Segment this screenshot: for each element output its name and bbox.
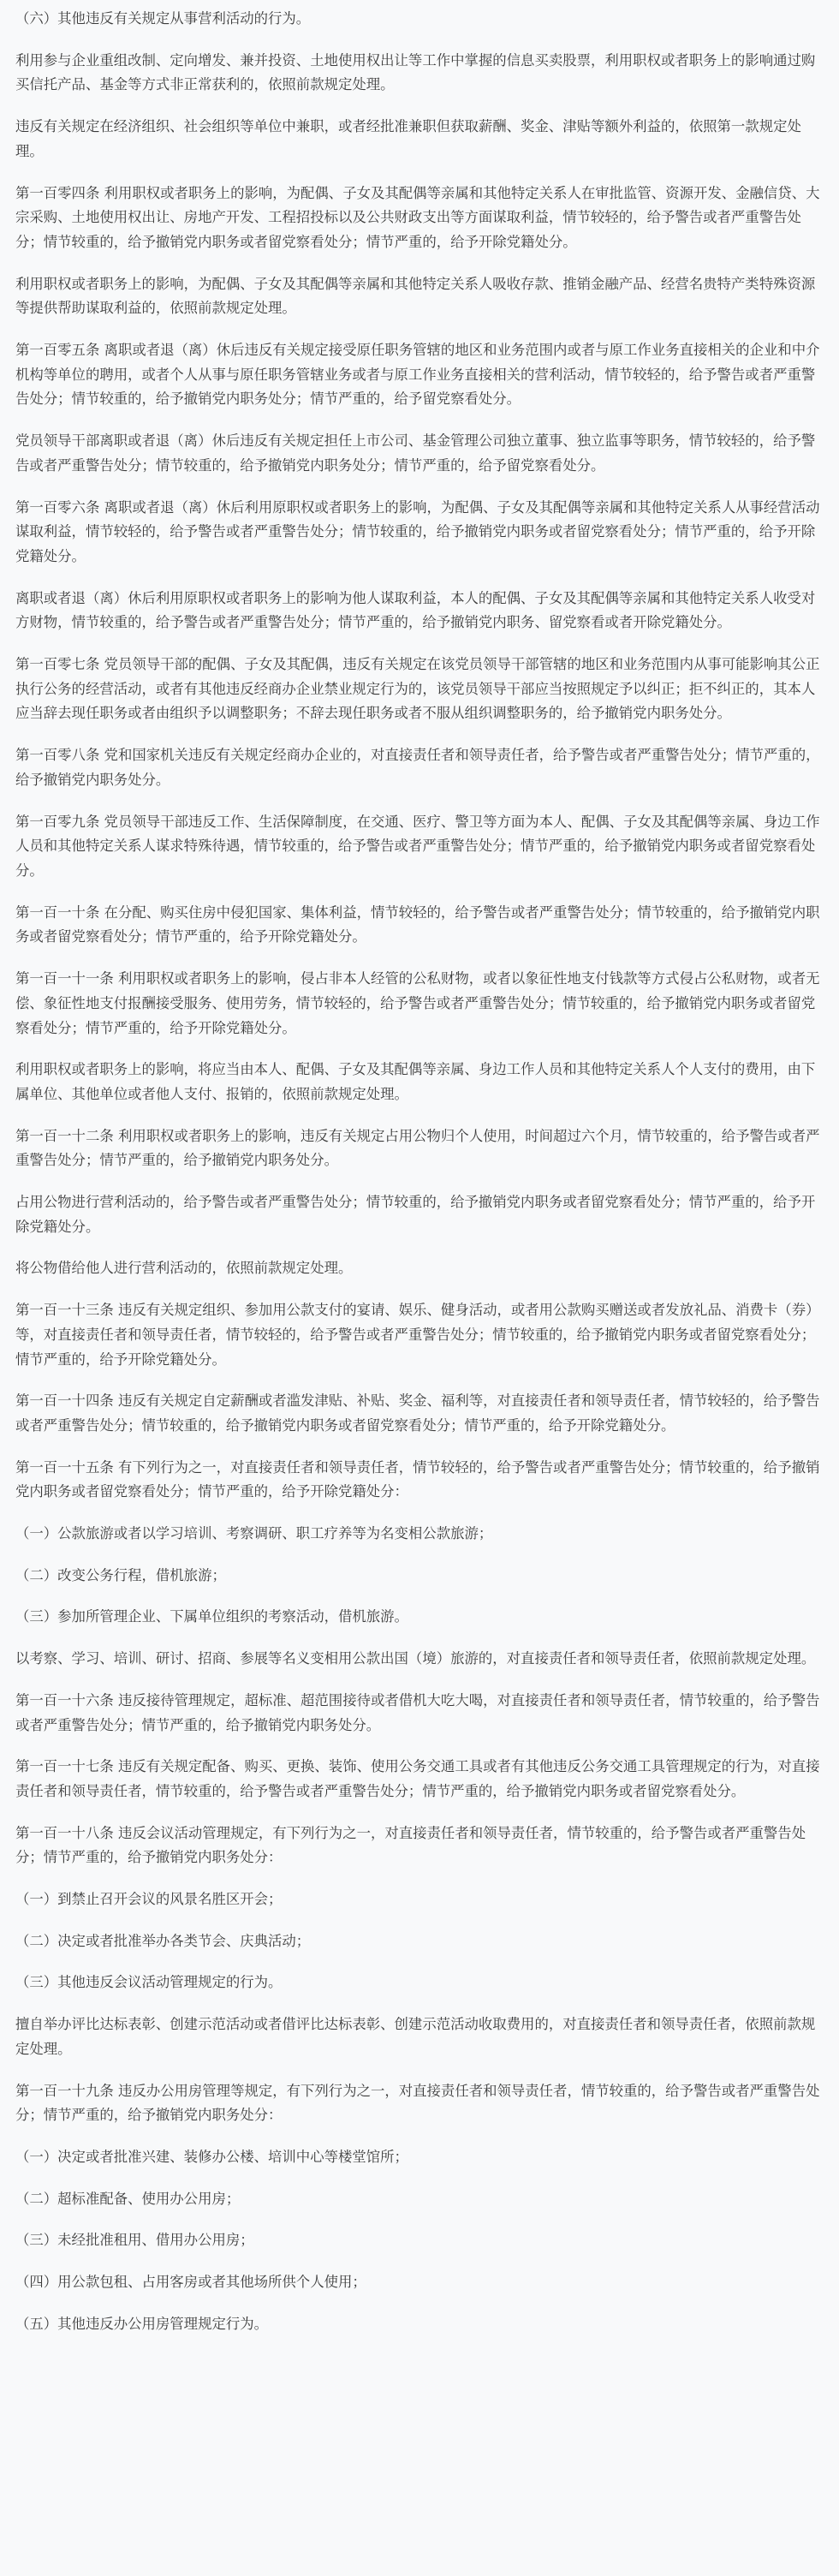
article-119: 第一百一十九条 违反办公用房管理等规定，有下列行为之一，对直接责任者和领导责任者，情节较重的，给予警告或者严重警告处分；情节严重的，给予撤销党内职务处分： bbox=[15, 2082, 820, 2124]
list-item: （三）未经批准租用、借用办公用房； bbox=[15, 2232, 254, 2249]
list-item: （二）改变公务行程，借机旅游； bbox=[15, 1566, 226, 1583]
article-108: 第一百零八条 党和国家机关违反有关规定经商办企业的，对直接责任者和领导责任者，给予警告或者严重警告处分；情节严重的，给予撤销党内职务处分。 bbox=[15, 747, 820, 788]
paragraph: 利用参与企业重组改制、定向增发、兼并投资、土地使用权出让等工作中掌握的信息买卖股票，利用职权或者职务上的影响通过购买信托产品、基金等方式非正常获利的，依照前款规定处理。 bbox=[15, 51, 816, 93]
article-116: 第一百一十六条 违反接待管理规定，超标准、超范围接待或者借机大吃大喝，对直接责任者和领导责任者，情节较重的，给予警告或者严重警告处分；情节严重的，给予撤销党内职务处分。 bbox=[15, 1691, 820, 1733]
article-111: 第一百一十一条 利用职权或者职务上的影响，侵占非本人经管的公私财物，或者以象征性地支付钱款等方式侵占公私财物，或者无偿、象征性地支付报酬接受服务、使用劳务，情节较轻的，给予警告或者严重警告处分；情节较重的，给予撤销党内职务或者留党察看处分；情节严重的，给予开除党籍处分。 bbox=[15, 970, 820, 1036]
list-item: （五）其他违反办公用房管理规定行为。 bbox=[15, 2315, 269, 2332]
paragraph: 利用职权或者职务上的影响，为配偶、子女及其配偶等亲属和其他特定关系人吸收存款、推销金融产品、经营名贵特产类特殊资源等提供帮助谋取利益的，依照前款规定处理。 bbox=[15, 275, 816, 317]
paragraph: 以考察、学习、培训、研讨、招商、参展等名义变相用公款出国（境）旅游的，对直接责任者和领导责任者，依照前款规定处理。 bbox=[15, 1650, 816, 1667]
article-105: 第一百零五条 离职或者退（离）休后违反有关规定接受原任职务管辖的地区和业务范围内或者与原工作业务直接相关的企业和中介机构等单位的聘用，或者个人从事与原任职务管辖业务或者与原工作业务直接相关的营利活动，情节较轻的，给予警告或者严重警告处分；情节较重的，给予撤销党内职务处分；情节严重的，给予留党察看处分。 bbox=[15, 342, 820, 408]
article-109: 第一百零九条 党员领导干部违反工作、生活保障制度，在交通、医疗、警卫等方面为本人、配偶、子女及其配偶等亲属、身边工作人员和其他特定关系人谋求特殊待遇，情节较重的，给予警告或者严重警告处分；情节严重的，给予撤销党内职务或者留党察看处分。 bbox=[15, 813, 820, 879]
paragraph: 利用职权或者职务上的影响，将应当由本人、配偶、子女及其配偶等亲属、身边工作人员和其他特定关系人个人支付的费用，由下属单位、其他单位或者他人支付、报销的，依照前款规定处理。 bbox=[15, 1061, 816, 1102]
paragraph: 离职或者退（离）休后利用原职权或者职务上的影响为他人谋取利益，本人的配偶、子女及其配偶等亲属和其他特定关系人收受对方财物，情节较重的，给予警告或者严重警告处分；情节严重的，给予撤销党内职务、留党察看或者开除党籍处分。 bbox=[15, 589, 816, 631]
article-106: 第一百零六条 离职或者退（离）休后利用原职权或者职务上的影响，为配偶、子女及其配偶等亲属和其他特定关系人从事经营活动谋取利益，情节较轻的，给予警告或者严重警告处分；情节较重的，给予撤销党内职务或者留党察看处分；情节严重的，给予开除党籍处分。 bbox=[15, 498, 820, 564]
article-110: 第一百一十条 在分配、购买住房中侵犯国家、集体利益，情节较轻的，给予警告或者严重警告处分；情节较重的，给予撤销党内职务或者留党察看处分；情节严重的，给予开除党籍处分。 bbox=[15, 903, 820, 945]
list-item: （二）超标准配备、使用办公用房； bbox=[15, 2190, 241, 2207]
article-107: 第一百零七条 党员领导干部的配偶、子女及其配偶，违反有关规定在该党员领导干部管辖的地区和业务范围内从事可能影响其公正执行公务的经营活动，或者有其他违反经商办企业禁业规定行为的，该党员领导干部应当按照规定予以纠正；拒不纠正的，其本人应当辞去现任职务或者由组织予以调整职务；不辞去现任职务或者不服从组织调整职务的，给予撤销党内职务处分。 bbox=[15, 656, 820, 722]
paragraph: 擅自举办评比达标表彰、创建示范活动或者借评比达标表彰、创建示范活动收取费用的，对直接责任者和领导责任者，依照前款规定处理。 bbox=[15, 2016, 816, 2057]
article-117: 第一百一十七条 违反有关规定配备、购买、更换、装饰、使用公务交通工具或者有其他违反公务交通工具管理规定的行为，对直接责任者和领导责任者，情节较重的，给予警告或者严重警告处分；情节严重的，给予撤销党内职务或者留党察看处分。 bbox=[15, 1758, 820, 1799]
list-item: （三）其他违反会议活动管理规定的行为。 bbox=[15, 1974, 283, 1991]
article-112: 第一百一十二条 利用职权或者职务上的影响，违反有关规定占用公物归个人使用，时间超过六个月，情节较重的，给予警告或者严重警告处分；情节严重的，给予撤销党内职务处分。 bbox=[15, 1127, 820, 1169]
list-item: （四）用公款包租、占用客房或者其他场所供个人使用； bbox=[15, 2274, 366, 2291]
paragraph: （六）其他违反有关规定从事营利活动的行为。 bbox=[15, 10, 311, 27]
paragraph: 占用公物进行营利活动的，给予警告或者严重警告处分；情节较重的，给予撤销党内职务或者留党察看处分；情节严重的，给予开除党籍处分。 bbox=[15, 1194, 816, 1235]
list-item: （一）决定或者批准兴建、装修办公楼、培训中心等楼堂馆所； bbox=[15, 2149, 408, 2165]
paragraph: 党员领导干部离职或者退（离）休后违反有关规定担任上市公司、基金管理公司独立董事、独立监事等职务，情节较轻的，给予警告或者严重警告处分；情节较重的，给予撤销党内职务处分；情节严重的，给予留党察看处分。 bbox=[15, 432, 816, 474]
article-114: 第一百一十四条 违反有关规定自定薪酬或者滥发津贴、补贴、奖金、福利等，对直接责任者和领导责任者，情节较轻的，给予警告或者严重警告处分；情节较重的，给予撤销党内职务或者留党察看处分；情节严重的，给予开除党籍处分。 bbox=[15, 1392, 820, 1434]
list-item: （二）决定或者批准举办各类节会、庆典活动； bbox=[15, 1932, 311, 1949]
article-118: 第一百一十八条 违反会议活动管理规定，有下列行为之一，对直接责任者和领导责任者，情节较重的，给予警告或者严重警告处分；情节严重的，给予撤销党内职务处分： bbox=[15, 1824, 806, 1866]
list-item: （一）公款旅游或者以学习培训、考察调研、职工疗养等为名变相公款旅游； bbox=[15, 1525, 493, 1542]
list-item: （三）参加所管理企业、下属单位组织的考察活动，借机旅游。 bbox=[15, 1608, 408, 1625]
document-body bbox=[0, 7, 839, 2337]
list-item: （一）到禁止召开会议的风景名胜区开会； bbox=[15, 1891, 283, 1908]
paragraph: 违反有关规定在经济组织、社会组织等单位中兼职，或者经批准兼职但获取薪酬、奖金、津贴等额外利益的，依照第一款规定处理。 bbox=[15, 118, 801, 159]
article-115: 第一百一十五条 有下列行为之一，对直接责任者和领导责任者，情节较轻的，给予警告或者严重警告处分；情节较重的，给予撤销党内职务或者留党察看处分；情节严重的，给予开除党籍处分： bbox=[15, 1458, 820, 1500]
paragraph: 将公物借给他人进行营利活动的，依照前款规定处理。 bbox=[15, 1260, 353, 1277]
article-113: 第一百一十三条 违反有关规定组织、参加用公款支付的宴请、娱乐、健身活动，或者用公款购买赠送或者发放礼品、消费卡（券）等，对直接责任者和领导责任者，情节较轻的，给予警告或者严重警告处分；情节较重的，给予撤销党内职务或者留党察看处分；情节严重的，给予开除党籍处分。 bbox=[15, 1302, 820, 1368]
article-104: 第一百零四条 利用职权或者职务上的影响，为配偶、子女及其配偶等亲属和其他特定关系人在审批监管、资源开发、金融信贷、大宗采购、土地使用权出让、房地产开发、工程招投标以及公共财政支出等方面谋取利益，情节较轻的，给予警告或者严重警告处分；情节较重的，给予撤销党内职务或者留党察看处分；情节严重的，给予开除党籍处分。 bbox=[15, 184, 820, 250]
